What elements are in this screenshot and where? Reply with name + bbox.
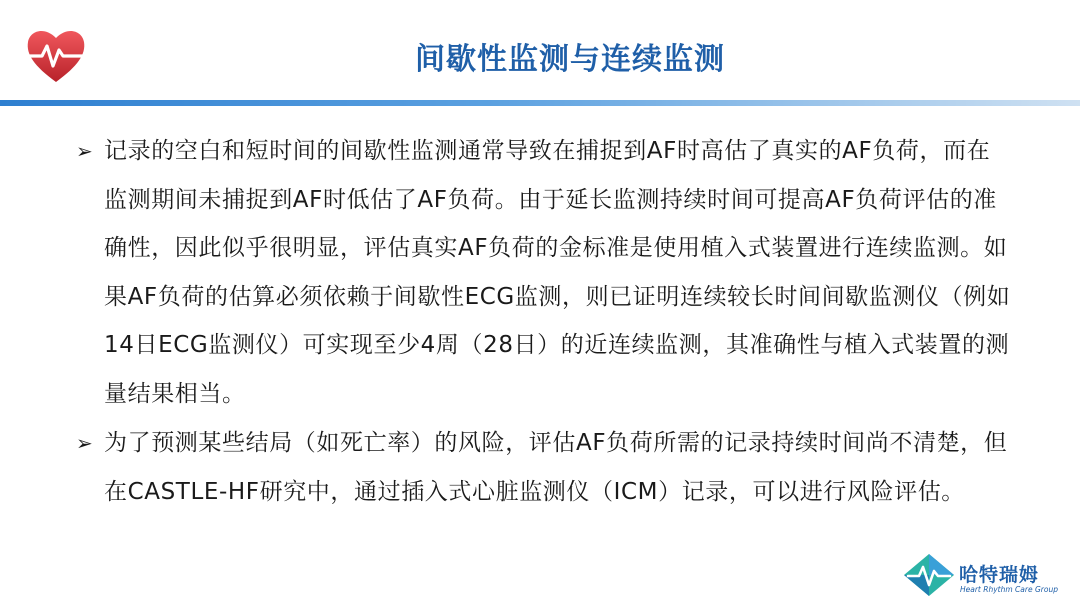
- arrow-bullet-icon: ➢: [76, 139, 94, 163]
- brand-logo: [902, 548, 1072, 604]
- slide-title: 间歇性监测与连续监测: [415, 42, 725, 77]
- bullet-item: [76, 419, 1011, 516]
- bullet-list: [76, 127, 1011, 516]
- arrow-bullet-icon: ➢: [76, 431, 94, 455]
- title-divider: [0, 100, 1080, 106]
- bullet-item: [76, 127, 1011, 418]
- brand-logo-icon: [902, 552, 956, 598]
- bullet-text: 为了预测某些结局（如死亡率）的风险，评估AF负荷所需的记录持续时间尚不清楚，但在CASTLE-HF研究中，通过插入式心脏监测仪（ICM）记录，可以进行风险评估。: [104, 430, 1008, 505]
- bullet-text: 记录的空白和短时间的间歇性监测通常导致在捕捉到AF时高估了真实的AF负荷，而在监测期间未捕捉到AF时低估了AF负荷。由于延长监测持续时间可提高AF负荷评估的准确性，因此似乎很明显，评估真实AF负荷的金标准是使用植入式装置进行连续监测。如果AF负荷的估算必须依赖于间歇性ECG监测，则已证明连续较长时间间歇监测仪（例如14日ECG监测仪）可实现至少4周（28日）的近连续监测，其准确性与植入式装置的测量结果相当。: [104, 138, 1011, 407]
- brand-subtitle: Heart Rhythm Care Group: [960, 585, 1058, 594]
- brand-name: 哈特瑞姆: [959, 564, 1040, 586]
